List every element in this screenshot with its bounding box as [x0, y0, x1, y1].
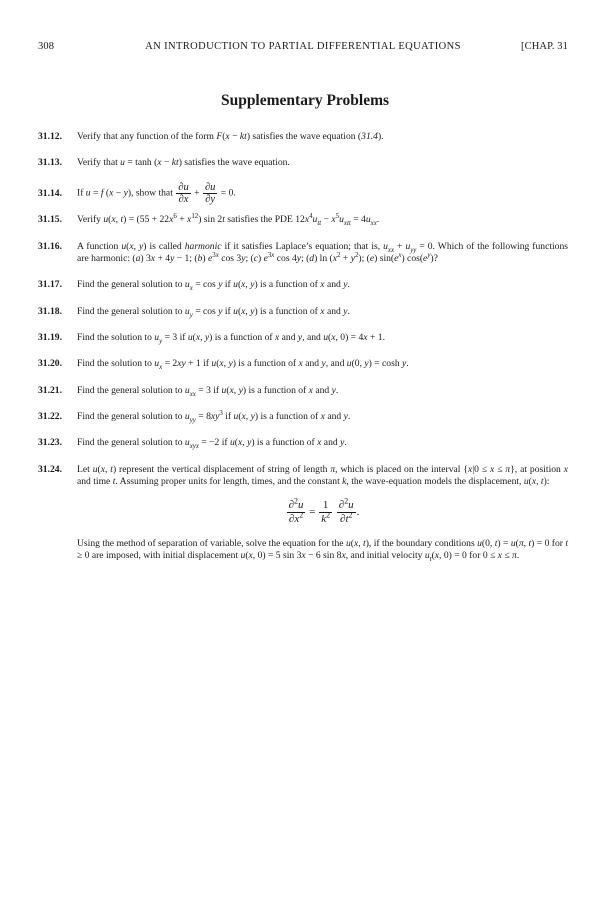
problem-31-19 — [38, 332, 568, 345]
problem-text: Find the solution to $u_x = 2xy + 1$ if u(x, y) is a function of x and y, and u(0, y) = cosh y. — [77, 358, 409, 372]
problem-number: 31.16. — [38, 240, 62, 252]
problem-31-23 — [38, 437, 568, 450]
problem-text: Verify that u = tanh (x − kt) satisfies the wave equation. — [77, 157, 290, 169]
fraction: $\frac{\partial^2u}{\partial x^2}$ — [288, 495, 304, 525]
problem-text: Find the general solution to $u_{xyx} = -2$ if u(x, y) is a function of x and y. — [77, 437, 347, 451]
problem-31-13 — [38, 157, 568, 170]
problem-text: Find the general solution to $u_{xx} = 3$ if u(x, y) is a function of x and y. — [77, 384, 339, 398]
problem-31-22 — [38, 411, 568, 424]
problem-number: 31.12. — [38, 131, 62, 142]
problem-31-14 — [38, 182, 568, 205]
fraction: $\frac{\partial u}{\partial y}$ — [204, 181, 216, 205]
problem-text: Find the general solution to $u_{yy} = 8xy^3$ if u(x, y) is a function of x and y. — [77, 409, 351, 424]
problem-31-12 — [38, 131, 568, 144]
problem-text-continued: Using the method of separation of variable, solve the equation for the u(x, t), if the boundary conditions u(0, t) = u(π, t) = 0 for t ≥ 0 are imposed, with initial displacement u(x, 0) = 5 sin 3x − 6 sin 8x, and initial velocity $u_t(x$, 0) = 0 for 0 ≤ x ≤ π. — [77, 537, 569, 563]
running-head — [38, 41, 568, 55]
problem-number: 31.24. — [38, 463, 62, 475]
page-number: 308 — [38, 41, 55, 52]
problem-number: 31.17. — [38, 279, 62, 291]
problem-text: Find the general solution to $u_x = \cos y$ if u(x, y) is a function of x and y. — [77, 279, 350, 293]
problem-number: 31.19. — [38, 332, 62, 344]
problem-text: If u = f (x − y), show that $\frac{\partial u}{\partial x}$ + $\frac{\partial u}{\partial y}$ = 0. — [77, 181, 236, 205]
problem-text: Find the solution to $u_y = 3$ if u(x, y) is a function of x and y, and u(x, 0) = 4x + 1. — [77, 332, 385, 345]
section-title: Supplementary Problems — [220, 92, 390, 109]
problem-text: Verify u(x, $t) = (55 + 22x^6 + x^{12})$ sin 2t satisfies the PDE $12x^4u_{tt} - x^5u_{xtt} = 4u_{xx}$. — [77, 213, 380, 228]
wave-equation: $\frac{\partial^2u}{\partial x^2}$ = $\frac{1}{k^2}$ $\frac{\partial^2u}{\partial t^2}$ . — [288, 495, 360, 525]
problem-number: 31.22. — [38, 410, 62, 422]
problem-31-24 — [38, 464, 568, 563]
problem-number: 31.14. — [38, 187, 62, 199]
problem-number: 31.23. — [38, 437, 62, 449]
running-head-title: AN INTRODUCTION TO PARTIAL DIFFERENTIAL EQUATIONS — [145, 41, 461, 52]
fraction: $\frac{\partial^2u}{\partial t^2}$ — [338, 495, 354, 525]
problem-number: 31.20. — [38, 358, 62, 370]
problem-31-17 — [38, 279, 568, 292]
problem-31-21 — [38, 385, 568, 398]
problem-number: 31.15. — [38, 214, 62, 226]
fraction: $\frac{1}{k^2}$ — [321, 498, 331, 525]
problem-number: 31.21. — [38, 384, 62, 396]
problem-number: 31.13. — [38, 157, 62, 169]
fraction: $\frac{\partial u}{\partial x}$ — [178, 181, 189, 205]
problem-text: Let u(x, t) represent the vertical displacement of string of length π, which is placed on the interval {x|0 ≤ x ≤ π}, at position x and time t. Assuming proper units for length, times, and the constant k, the wave-equation models the displacement, u(x, t): — [77, 463, 569, 488]
problem-text: Find the general solution to $u_y = \cos y$ if u(x, y) is a function of x and y. — [77, 305, 350, 319]
problem-text: A function u(x, y) is called harmonic if it satisfies Laplace’s equation; that is, $u_{xx} + u_{yy} = 0$. Which of the following functions are harmonic: (a) 3x + 4y − 1; (b) $e^{3x}$ cos 3y; (c) $e^{3x}$ cos 4y; (d) $\ln (x^2 + y^2)$; (e) $\sin(e^x)$ $\cos(e^y)$? — [77, 240, 568, 265]
problem-31-15 — [38, 214, 568, 227]
chapter-label: [CHAP. 31 — [521, 41, 568, 52]
problem-text: Verify that any function of the form F(x − kt) satisfies the wave equation (31.4). — [77, 131, 384, 142]
problem-number: 31.18. — [38, 305, 62, 317]
problem-31-16 — [38, 241, 568, 266]
problem-31-20 — [38, 358, 568, 371]
problem-31-18 — [38, 306, 568, 319]
problem-list — [38, 131, 568, 576]
